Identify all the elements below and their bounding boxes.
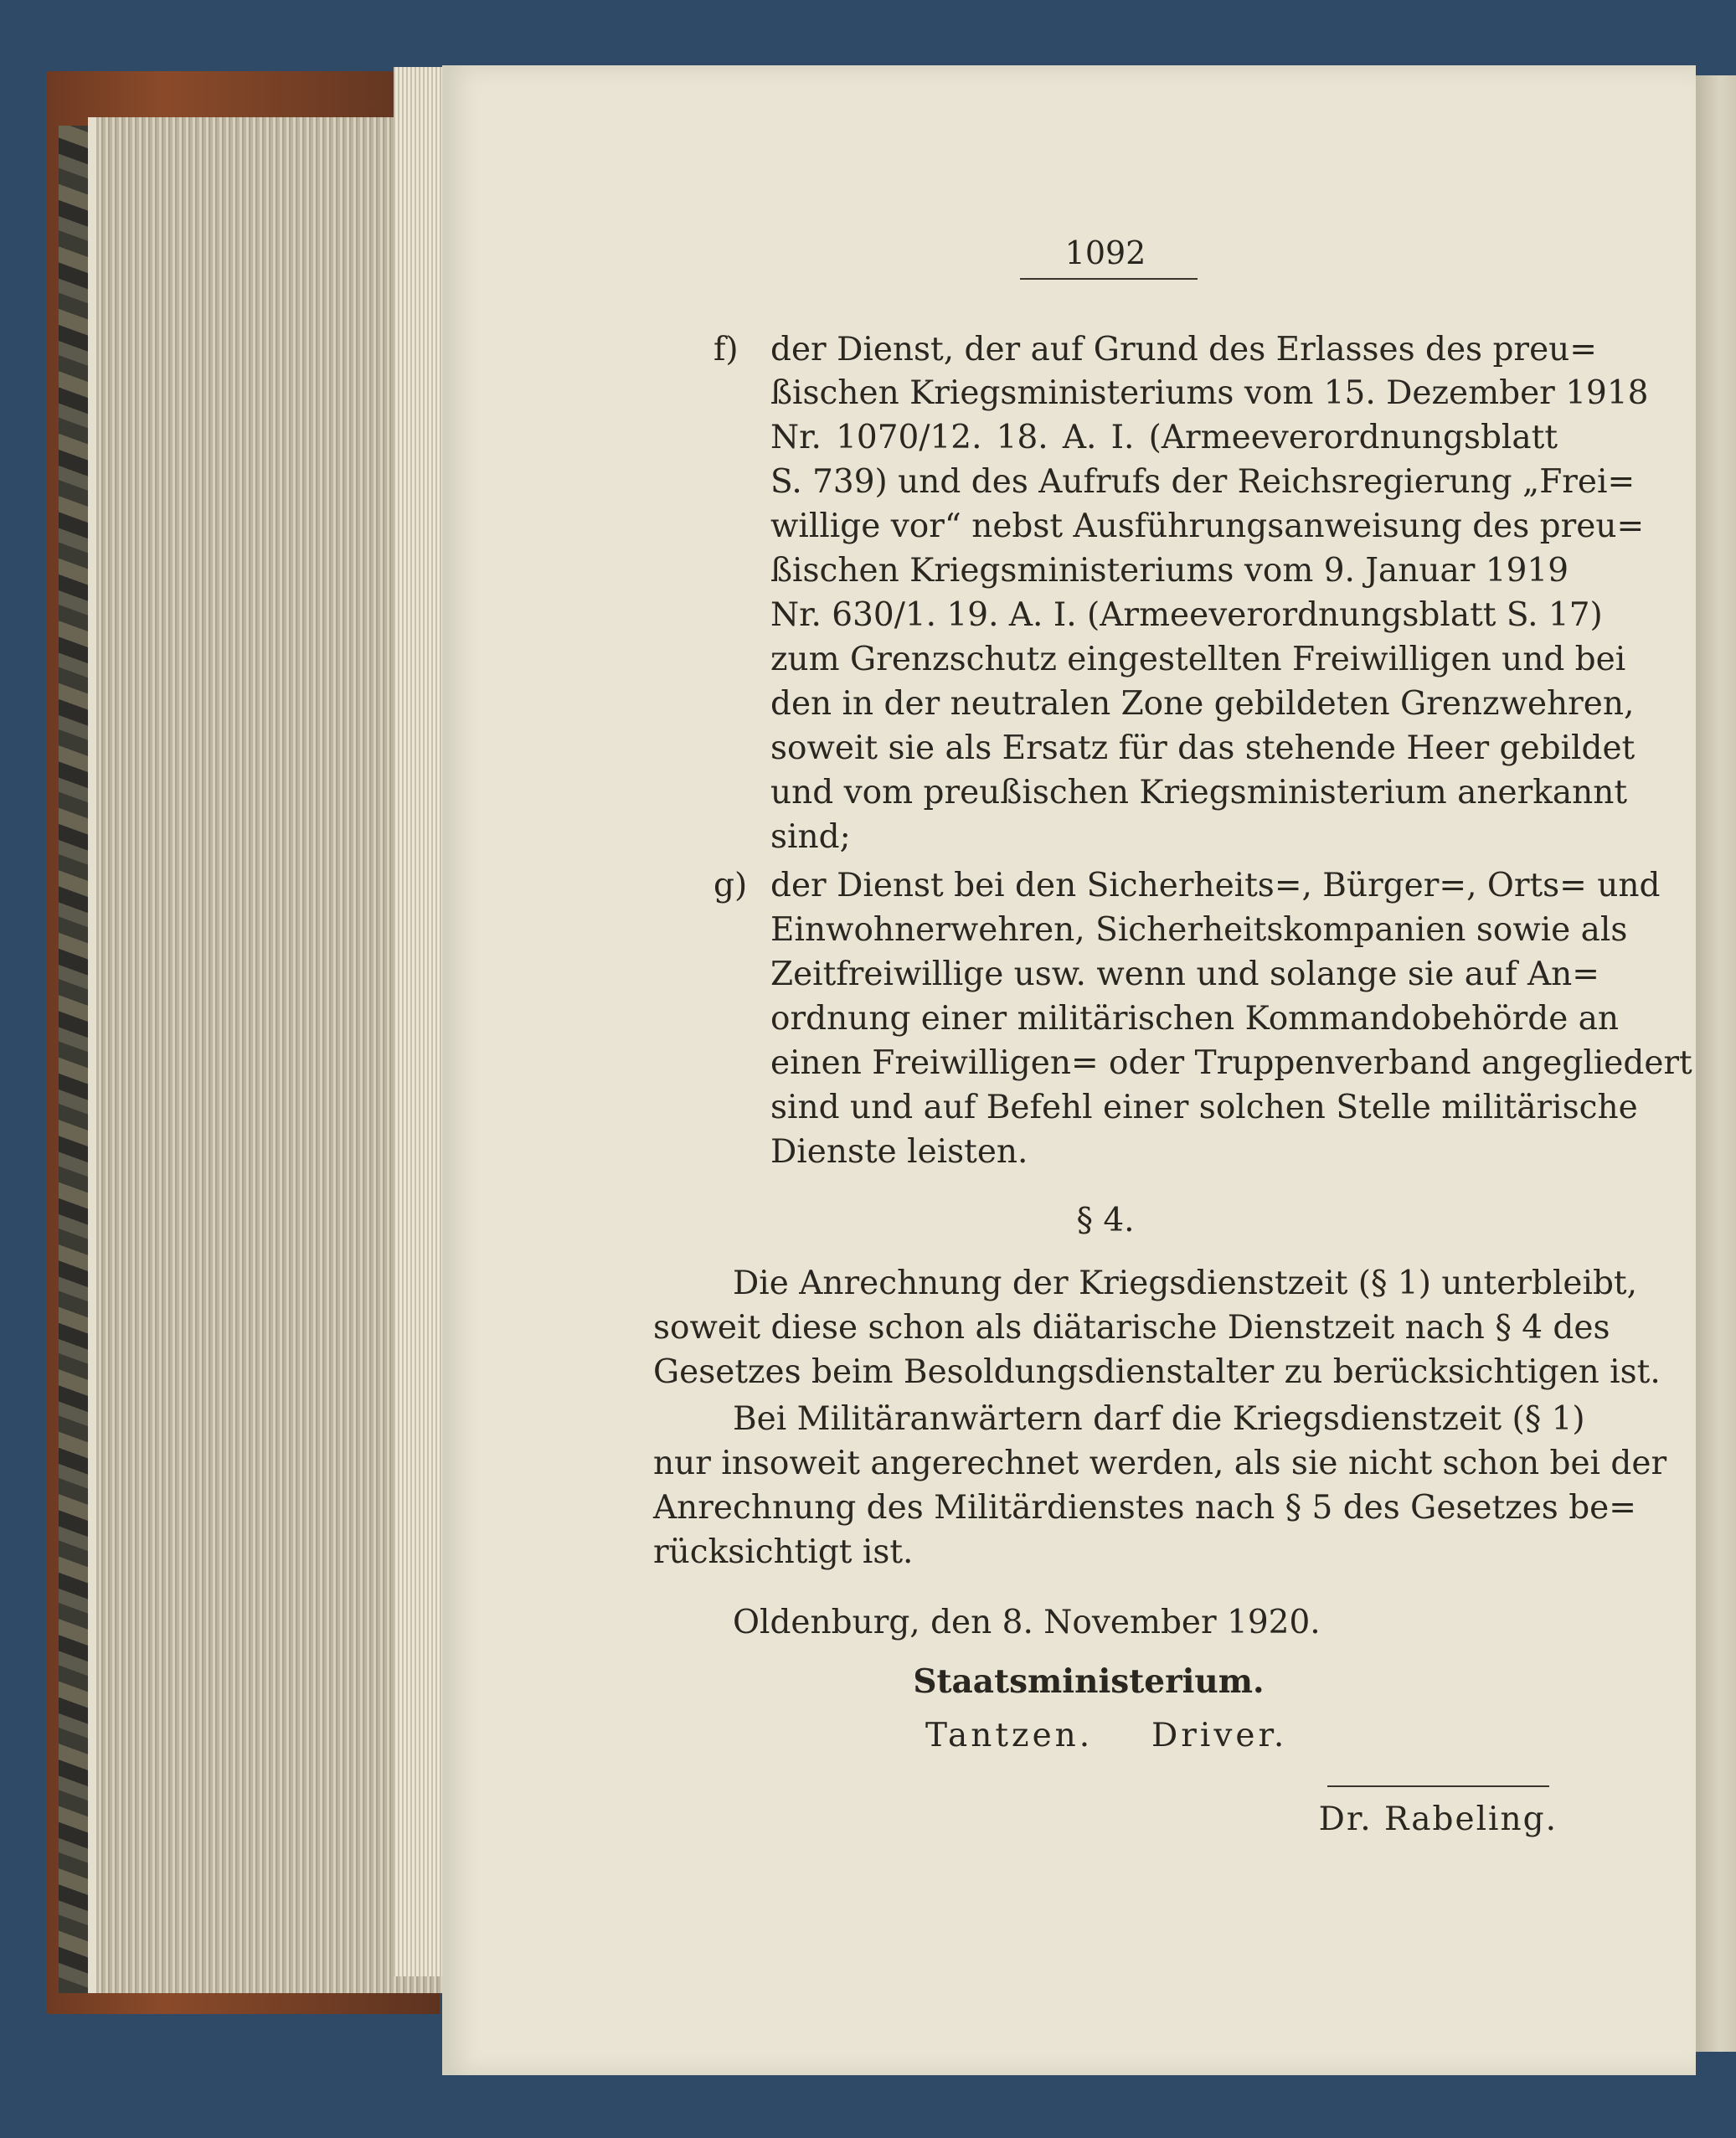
item-f-line: Nr. 1070/12. 18. A. I. (Armeeverordnungsblatt xyxy=(770,419,1558,456)
item-g-label: g) xyxy=(713,867,748,904)
item-f-line: der Dienst, der auf Grund des Erlasses des preu= xyxy=(770,331,1597,368)
signature-rule xyxy=(1327,1785,1549,1787)
item-f-line: und vom preußischen Kriegsministerium anerkannt xyxy=(770,774,1628,811)
page-stack-edge xyxy=(394,67,444,1976)
countersigner-name: Dr. Rabeling. xyxy=(1318,1801,1558,1838)
page-number: 1092 xyxy=(1064,234,1146,271)
facing-page-edge xyxy=(1696,75,1736,2052)
paragraph-line: nur insoweit angerechnet werden, als sie nicht schon bei der xyxy=(653,1445,1667,1482)
paragraph-line: Gesetzes beim Besoldungsdienstalter zu berücksichtigen ist. xyxy=(653,1353,1661,1391)
signer-name: Tantzen. xyxy=(925,1717,1094,1754)
paragraph-line: soweit diese schon als diätarische Dienstzeit nach § 4 des xyxy=(653,1309,1610,1347)
item-f-line: S. 739) und des Aufrufs der Reichsregierung „Frei= xyxy=(770,463,1636,501)
item-g-line: sind und auf Befehl einer solchen Stelle militärische xyxy=(770,1089,1638,1126)
section-heading: § 4. xyxy=(1076,1202,1135,1239)
paragraph-line: rücksichtigt ist. xyxy=(653,1533,914,1571)
item-f-line: zum Grenzschutz eingestellten Freiwilligen und bei xyxy=(770,641,1626,678)
paragraph-line: Anrechnung des Militärdienstes nach § 5 des Gesetzes be= xyxy=(653,1489,1636,1527)
item-g-line: Einwohnerwehren, Sicherheitskompanien sowie als xyxy=(770,911,1628,949)
item-g-line: einen Freiwilligen= oder Truppenverband angegliedert xyxy=(770,1044,1692,1082)
item-f-line: den in der neutralen Zone gebildeten Grenzwehren, xyxy=(770,685,1635,723)
item-f-line: Nr. 630/1. 19. A. I. (Armeeverordnungsblatt S. 17) xyxy=(770,596,1603,634)
item-f-label: f) xyxy=(713,331,739,368)
paragraph-line: Bei Militäranwärtern darf die Kriegsdienstzeit (§ 1) xyxy=(733,1400,1585,1438)
ministry-title: Staatsministerium. xyxy=(913,1662,1265,1701)
item-g-line: Dienste leisten. xyxy=(770,1133,1028,1171)
paragraph-line: Die Anrechnung der Kriegsdienstzeit (§ 1) unterbleibt, xyxy=(733,1265,1637,1302)
item-g-line: Zeitfreiwillige usw. wenn und solange sie auf An= xyxy=(770,956,1599,993)
item-f-line: ßischen Kriegsministeriums vom 9. Januar 1919 xyxy=(770,552,1569,590)
date-line: Oldenburg, den 8. November 1920. xyxy=(733,1604,1321,1641)
item-f-line: ßischen Kriegsministeriums vom 15. Dezember 1918 xyxy=(770,374,1649,412)
signer-name: Driver. xyxy=(1151,1717,1288,1754)
page-number-rule xyxy=(1020,278,1198,280)
item-f-line: willige vor“ nebst Ausführungsanweisung des preu= xyxy=(770,507,1645,545)
item-g-line: ordnung einer militärischen Kommandobehörde an xyxy=(770,1000,1620,1038)
item-f-line: sind; xyxy=(770,818,851,856)
item-f-line: soweit sie als Ersatz für das stehende Heer gebildet xyxy=(770,729,1636,767)
item-g-line: der Dienst bei den Sicherheits=, Bürger=, Orts= und xyxy=(770,867,1661,904)
